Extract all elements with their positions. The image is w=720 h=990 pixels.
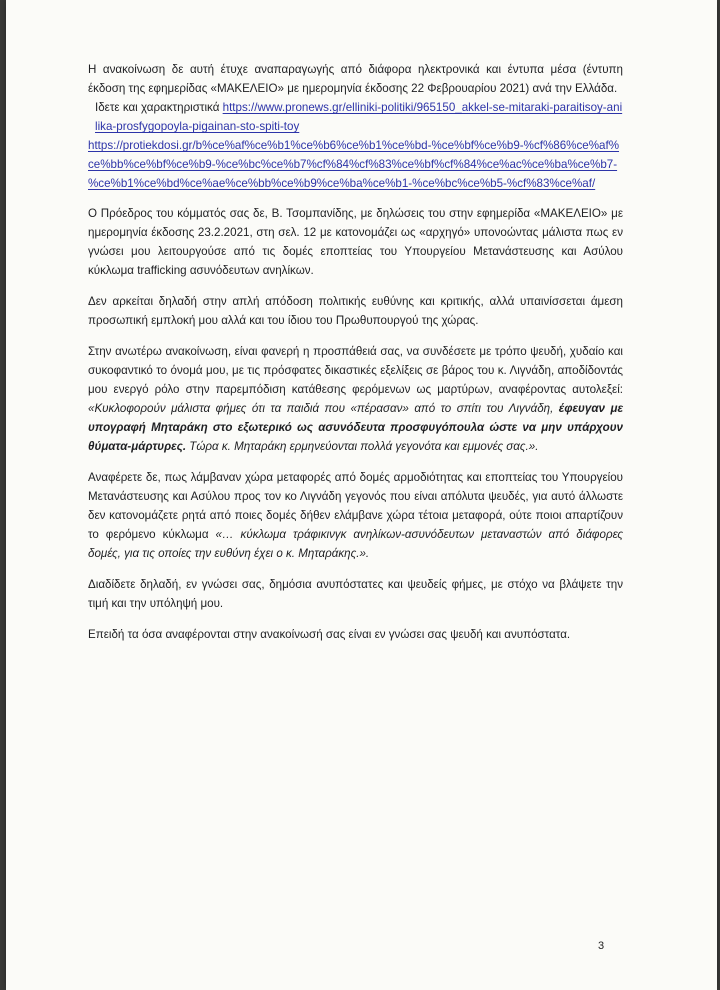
paragraph-reproduction: Η ανακοίνωση δε αυτή έτυχε αναπαραγωγής από διάφορα ηλεκτρονικά και έντυπα μέσα (έντυπη έκδοση της εφημερίδας «ΜΑΚΕΛΕΙΟ» με ημερομηνία έκδοσης 22 Φεβρουαρίου 2021) ανά την Ελλάδα. xyxy=(88,63,623,95)
see-also-label: Ιδετε και χαρακτηριστικά xyxy=(95,101,223,114)
paragraph-transfers xyxy=(88,468,623,563)
paragraph-protiekdosi-link xyxy=(88,136,623,193)
paragraph-political-responsibility: Δεν αρκείται δηλαδή στην απλή απόδοση πολιτικής ευθύνης και κριτικής, αλλά υπαινίσσεται άμεση προσωπική εμπλοκή μου αλλά και του ίδιου του Πρωθυπουργού της χώρας. xyxy=(88,295,623,327)
paragraph-president-statements: Ο Πρόεδρος του κόμματός σας δε, Β. Τσομπανίδης, με δηλώσεις του στην εφημερίδα «ΜΑΚΕΛΕΙΟ» με ημερομηνία έκδοσης 23.2.2021, στη σελ. 12 με κατονομάζει ως «αρχηγό» υπονοώντας μάλιστα πως εν γνώσει μου λειτουργούσε από τις δομές εποπτείας του Υπουργείου Μετανάστευσης και Ασύλου κύκλωμα trafficking ασυνόδευτων ανηλίκων. xyxy=(88,207,623,277)
announcement-text: Στην ανωτέρω ανακοίνωση, είναι φανερή η προσπάθειά σας, να συνδέσετε με τρόπο ψευδή, χυδαίο και συκοφαντικό το όνομά μου, με τις πρόσφατες δικαστικές εξελίξεις σε βάρος του κ. Λιγνάδη, αποδίδοντάς μου ενεργό ρόλο στην παρεμπόδιση κατάθεσης φερόμενων ως μαρτύρων, αναφέροντας αυτολεξεί: xyxy=(88,345,623,396)
paragraph-conclusion: Επειδή τα όσα αναφέρονται στην ανακοίνωσή σας είναι εν γνώσει σας ψευδή και ανυπόστατα. xyxy=(88,628,571,641)
paragraph-announcement-quote xyxy=(88,342,623,456)
quote-emphasis: έφευγαν με υπογραφή Μηταράκη στο εξωτερικό ως ασυνόδευτα προσφυγόπουλα ώστε να μην υπάρχουν θύματα-μάρτυρες. xyxy=(88,402,623,453)
pronews-link[interactable]: https://www.pronews.gr/elliniki-politiki/965150_akkel-se-mitaraki-paraitisoy-anilika-prosfygopoyla-pigainan-sto-spiti-toy xyxy=(95,101,623,133)
paragraph-see-links xyxy=(88,98,623,136)
document-page xyxy=(6,0,717,990)
quote-closing: Τώρα κ. Μηταράκη ερμηνεύονται πολλά γεγονότα και εμμονές σας.». xyxy=(186,440,539,453)
quote-rumors: «Κυκλοφορούν μάλιστα φήμες ότι τα παιδιά που «πέρασαν» από το σπίτι του Λιγνάδη, xyxy=(88,402,559,415)
page-content xyxy=(88,60,623,644)
quote-trafficking: «… κύκλωμα τράφικινγκ ανηλίκων-ασυνόδευτων μεταναστών από διάφορες δομές, για τις οποίες την ευθύνη έχει ο κ. Μηταράκης.». xyxy=(88,528,624,560)
transfers-text: Αναφέρετε δε, πως λάμβαναν χώρα μεταφορές από δομές αρμοδιότητας και εποπτείας του Υπουργείου Μετανάστευσης και Ασύλου προς τον κο Λιγνάδη γεγονός που είναι απόλυτα ψευδές, για αυτό άλλωστε δεν κατονομάζετε ρητά από ποιες δομές δήθεν ελάμβανε χώρα τέτοια μεταφορά, ούτε ποιοι απαρτίζουν το φερόμενο κύκλωμα xyxy=(88,471,623,541)
page-number: 3 xyxy=(598,940,605,952)
protiekdosi-link[interactable]: https://protiekdosi.gr/b%ce%af%ce%b1%ce%b6%ce%b1%ce%bd-%ce%bf%ce%b9-%cf%86%ce%af%ce%bb%ce%bf%ce%b9-%ce%bc%ce%b7%cf%84%cf%83%ce%bf%cf%84%ce%ac%ce%ba%ce%b7-%ce%b1%ce%bd%ce%ae%ce%bb%ce%b9%ce%ba%ce%b1-%ce%bc%ce%b5-%cf%83%ce%af/ xyxy=(88,139,620,190)
paragraph-rumors: Διαδίδετε δηλαδή, εν γνώσει σας, δημόσια ανυπόστατες και ψευδείς φήμες, με στόχο να βλάψετε την τιμή και την υπόληψή μου. xyxy=(88,578,623,610)
